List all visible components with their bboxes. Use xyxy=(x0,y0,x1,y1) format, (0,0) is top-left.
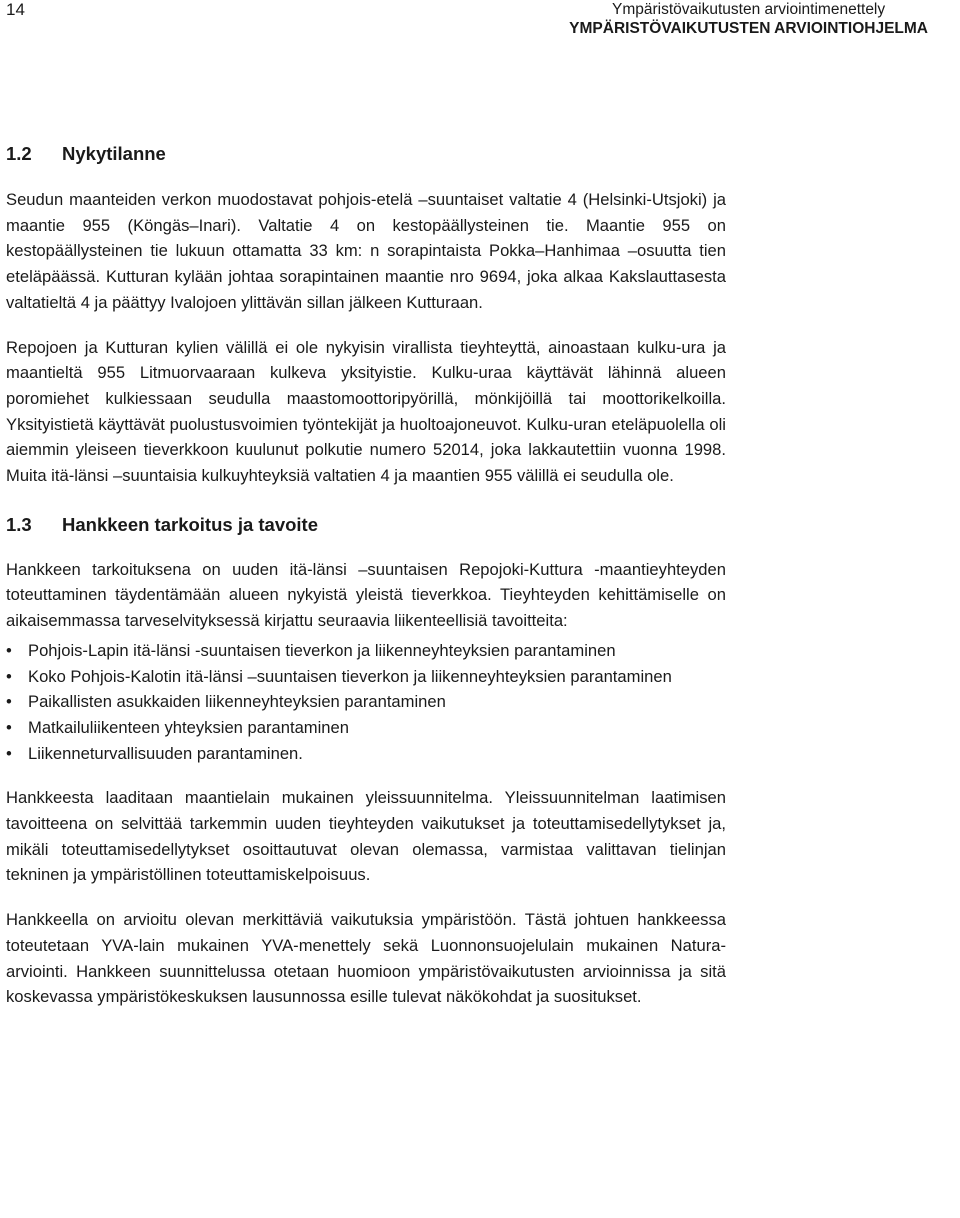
section-heading-1-2 xyxy=(6,140,726,168)
paragraph: Hankkeen tarkoituksena on uuden itä-länsi –suuntaisen Repojoki-Kuttura -maantieyhteyden toteuttaminen täydentämään alueen nykyistä yleistä tieverkkoa. Tieyhteyden kehittämiselle on aikaisemmassa tarveselvityksessä kirjattu seuraavia liikenteellisiä tavoitteita: xyxy=(6,559,726,631)
goals-list xyxy=(6,638,726,767)
paragraph: Seudun maanteiden verkon muodostavat pohjois-etelä –suuntaiset valtatie 4 (Helsinki-Utsjoki) ja maantie 955 (Köngäs–Inari). Valtatie 4 on kestopäällysteinen tie. Maantie 955 on kestopäällysteinen tie lukuun ottamatta 33 km: n sorapintaista Pokka–Hanhimaa –osuutta tien eteläpäässä. Kutturan kylään johtaa sorapintainen maantie nro 9694, joka alkaa Kakslauttasesta valtatieltä 4 ja päättyy Ivalojoen ylittävän sillan jälkeen Kutturaan. xyxy=(6,190,726,312)
section-title: Nykytilanne xyxy=(62,143,166,164)
section-number: 1.2 xyxy=(6,143,32,164)
paragraph: Hankkeesta laaditaan maantielain mukainen yleissuunnitelma. Yleissuunnitelman laatimisen tavoitteena on selvittää tarkemmin uuden tieyhteyden vaikutukset ja toteuttamisedellytykset ja, mikäli toteuttamisedellytykset osoittautuvat olevan olemassa, varmistaa valittavan tielinjan tekninen ja ympäristöllinen toteuttamiskelpoisuus. xyxy=(6,788,726,885)
list-item: • Paikallisten asukkaiden liikenneyhteyksien parantaminen xyxy=(6,689,726,715)
page-number: 14 xyxy=(6,0,25,19)
section-heading-1-3 xyxy=(6,511,726,539)
list-item: • Matkailuliikenteen yhteyksien parantaminen xyxy=(6,715,726,741)
paragraph: Hankkeella on arvioitu olevan merkittäviä vaikutuksia ympäristöön. Tästä johtuen hankkeessa toteutetaan YVA-lain mukainen YVA-menettely sekä Luonnonsuojelulain mukainen Natura-arviointi. Hankkeen suunnittelussa otetaan huomioon ympäristövaikutusten arvioinnissa ja sitä koskevassa ympäristökeskuksen lausunnossa esille tulevat näkökohdat ja suositukset. xyxy=(6,910,726,1007)
section-number: 1.3 xyxy=(6,513,32,535)
header-line-1: Ympäristövaikutusten arviointimenettely xyxy=(612,1,886,18)
list-item: • Liikenneturvallisuuden parantaminen. xyxy=(6,741,726,767)
page-content xyxy=(6,140,726,1010)
list-item: • Pohjois-Lapin itä-länsi -suuntaisen tieverkon ja liikenneyhteyksien parantaminen xyxy=(6,638,726,664)
list-item: • Koko Pohjois-Kalotin itä-länsi –suuntaisen tieverkon ja liikenneyhteyksien parantaminen xyxy=(6,664,726,690)
running-header xyxy=(569,0,928,38)
section-title: Hankkeen tarkoitus ja tavoite xyxy=(62,513,319,535)
paragraph: Repojoen ja Kutturan kylien välillä ei ole nykyisin virallista tieyhteyttä, ainoastaan kulku-ura ja maantieltä 955 Litmuorvaaraan kulkeva yksityistie. Kulku-uraa käyttävät lähinnä alueen poromiehet kulkiessaan seudulla maastomoottoripyörillä, mönkijöillä tai moottorikelkoilla. Yksityistietä käyttävät puolustusvoimien työntekijät ja huoltoajoneuvot. Kulku-uran eteläpuolella oli aiemmin yleiseen tieverkkoon kuulunut polkutie numero 52014, joka lakkautettiin vuonna 1998. Muita itä-länsi –suuntaisia kulkuyhteyksiä valtatien 4 ja maantien 955 välillä ei seudulla ole. xyxy=(6,337,726,486)
header-line-2: YMPÄRISTÖVAIKUTUSTEN ARVIOINTIOHJELMA xyxy=(569,20,928,37)
